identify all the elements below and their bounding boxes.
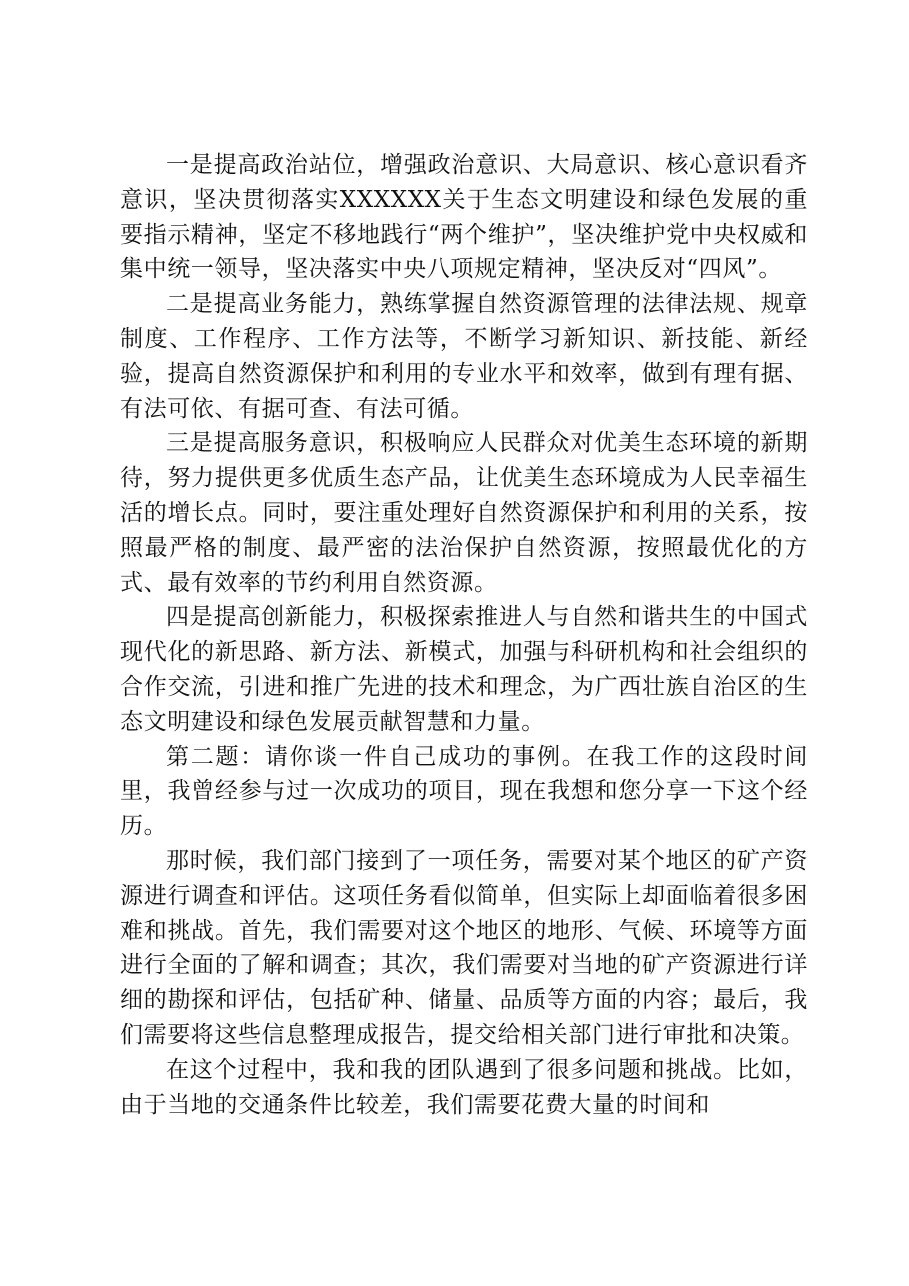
paragraph-3: 三是提高服务意识，积极响应人民群众对优美生态环境的新期待，努力提供更多优质生态产品，让优美生态环境成为人民幸福生活的增长点。同时，要注重处理好自然资源保护和利用的关系，按照最严格的制度、最严密的法治保护自然资源，按照最优化的方式、最有效率的节约利用自然资源。 bbox=[120, 430, 808, 596]
paragraph-7: 在这个过程中，我和我的团队遇到了很多问题和挑战。比如，由于当地的交通条件比较差，我们需要花费大量的时间和 bbox=[120, 1056, 808, 1118]
paragraph-6: 那时候，我们部门接到了一项任务，需要对某个地区的矿产资源进行调查和评估。这项任务看似简单，但实际上却面临着很多困难和挑战。首先，我们需要对这个地区的地形、气候、环境等方面进行全面的了解和调查；其次，我们需要对当地的矿产资源进行详细的勘探和评估，包括矿种、储量、品质等方面的内容；最后，我们需要将这些信息整理成报告，提交给相关部门进行审批和决策。 bbox=[120, 847, 808, 1048]
paragraph-5: 第二题：请你谈一件自己成功的事例。在我工作的这段时间里，我曾经参与过一次成功的项目，现在我想和您分享一下这个经历。 bbox=[120, 743, 808, 840]
paragraph-2: 二是提高业务能力，熟练掌握自然资源管理的法律法规、规章制度、工作程序、工作方法等，不断学习新知识、新技能、新经验，提高自然资源保护和利用的专业水平和效率，做到有理有据、有法可依、有据可查、有法可循。 bbox=[120, 291, 808, 422]
paragraph-4: 四是提高创新能力，积极探索推进人与自然和谐共生的中国式现代化的新思路、新方法、新模式，加强与科研机构和社会组织的合作交流，引进和推广先进的技术和理念，为广西壮族自治区的生态文明建设和绿色发展贡献智慧和力量。 bbox=[120, 604, 808, 735]
document-body bbox=[120, 148, 808, 1122]
paragraph-1: 一是提高政治站位，增强政治意识、大局意识、核心意识看齐意识，坚决贯彻落实XXXXXX关于生态文明建设和绿色发展的重要指示精神，坚定不移地践行“两个维护”，坚决维护党中央权威和集中统一领导，坚决落实中央八项规定精神，坚决反对“四风”。 bbox=[120, 152, 808, 283]
